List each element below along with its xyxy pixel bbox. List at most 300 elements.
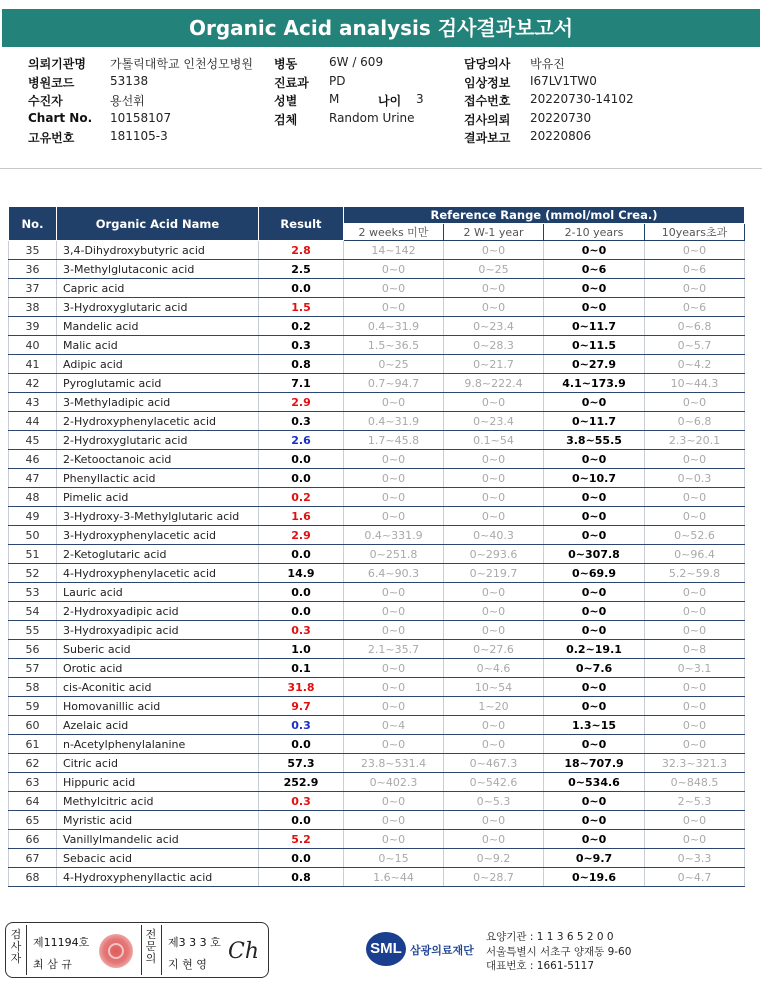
row-ref-2w-1y: 0~40.3 (444, 526, 544, 545)
row-result: 2.8 (259, 241, 344, 260)
row-ref-over-10y: 32.3~321.3 (645, 754, 745, 773)
row-acid-name: 3-Hydroxyadipic acid (57, 621, 259, 640)
row-ref-2-10y: 0.2~19.1 (544, 640, 645, 659)
hospital-code-value: 53138 (110, 73, 149, 88)
row-ref-over-10y: 0~3.3 (645, 849, 745, 868)
col-header-result: Result (259, 207, 344, 241)
table-row (9, 716, 745, 735)
row-ref-2w-1y: 0~25 (444, 260, 544, 279)
row-no: 64 (9, 792, 57, 811)
ref-col-over-10y: 10years초과 (645, 224, 745, 241)
row-no: 67 (9, 849, 57, 868)
ward-value: 6W / 609 (329, 55, 384, 69)
row-ref-over-10y: 0~5.7 (645, 336, 745, 355)
examiner-license: 제11194호 (33, 936, 90, 949)
row-ref-2w-1y: 0~467.3 (444, 754, 544, 773)
age-value: 3 (416, 92, 424, 106)
divider (0, 168, 762, 169)
row-ref-under-2w: 0~0 (344, 697, 444, 716)
row-result: 0.0 (259, 602, 344, 621)
col-header-no: No. (9, 207, 57, 241)
signature: Ch (228, 939, 260, 964)
row-result: 0.0 (259, 735, 344, 754)
unique-label: 고유번호 (28, 131, 75, 145)
row-ref-under-2w: 14~142 (344, 241, 444, 260)
row-ref-2w-1y: 0~0 (444, 507, 544, 526)
request-label: 검사의뢰 (464, 112, 511, 127)
col-header-reference: Reference Range (mmol/mol Crea.) (344, 207, 745, 224)
row-ref-over-10y: 0~96.4 (645, 545, 745, 564)
ref-col-2-10y: 2-10 years (544, 224, 645, 241)
row-ref-over-10y: 0~0 (645, 678, 745, 697)
row-acid-name: 2-Hydroxyglutaric acid (57, 431, 259, 450)
row-ref-under-2w: 0~0 (344, 298, 444, 317)
row-result: 31.8 (259, 678, 344, 697)
row-ref-2-10y: 0~0 (544, 393, 645, 412)
row-acid-name: Vanillylmandelic acid (57, 830, 259, 849)
row-ref-2-10y: 0~0 (544, 830, 645, 849)
row-ref-2-10y: 0~10.7 (544, 469, 645, 488)
row-ref-2-10y: 0~0 (544, 602, 645, 621)
table-row (9, 564, 745, 583)
row-ref-2w-1y: 0~0 (444, 830, 544, 849)
row-result: 0.0 (259, 450, 344, 469)
row-ref-2w-1y: 0~0 (444, 279, 544, 298)
row-ref-under-2w: 0~0 (344, 659, 444, 678)
row-acid-name: 3-Methylglutaconic acid (57, 260, 259, 279)
row-no: 56 (9, 640, 57, 659)
row-acid-name: Homovanillic acid (57, 697, 259, 716)
table-row (9, 355, 745, 374)
row-acid-name: 2-Ketoglutaric acid (57, 545, 259, 564)
row-ref-under-2w: 0~15 (344, 849, 444, 868)
table-row (9, 374, 745, 393)
row-ref-over-10y: 0~0 (645, 241, 745, 260)
row-ref-2w-1y: 0~542.6 (444, 773, 544, 792)
row-acid-name: 4-Hydroxyphenylacetic acid (57, 564, 259, 583)
specimen-label: 검체 (274, 112, 298, 127)
row-ref-2-10y: 1.3~15 (544, 716, 645, 735)
row-no: 57 (9, 659, 57, 678)
row-ref-2-10y: 0~11.7 (544, 317, 645, 336)
row-ref-2w-1y: 0~0 (444, 716, 544, 735)
row-ref-2w-1y: 0~0 (444, 298, 544, 317)
row-ref-2-10y: 0~6 (544, 260, 645, 279)
row-ref-under-2w: 2.1~35.7 (344, 640, 444, 659)
row-result: 0.0 (259, 811, 344, 830)
row-ref-under-2w: 0~251.8 (344, 545, 444, 564)
footer (0, 918, 762, 986)
row-ref-over-10y: 0~4.7 (645, 868, 745, 887)
report-value: 20220806 (530, 129, 592, 143)
row-ref-under-2w: 1.6~44 (344, 868, 444, 887)
row-acid-name: Mandelic acid (57, 317, 259, 336)
table-row (9, 583, 745, 602)
row-result: 0.2 (259, 488, 344, 507)
examiner-name: 최 삼 규 (33, 958, 72, 971)
row-ref-under-2w: 0~0 (344, 450, 444, 469)
row-ref-under-2w: 0~0 (344, 602, 444, 621)
row-acid-name: 3-Methyladipic acid (57, 393, 259, 412)
row-ref-2-10y: 0~0 (544, 526, 645, 545)
row-ref-2-10y: 0~0 (544, 735, 645, 754)
specialist-name: 지 현 영 (168, 958, 207, 971)
row-ref-under-2w: 0~0 (344, 488, 444, 507)
row-acid-name: 2-Hydroxyphenylacetic acid (57, 412, 259, 431)
row-ref-over-10y: 0~0 (645, 507, 745, 526)
row-ref-under-2w: 1.5~36.5 (344, 336, 444, 355)
doctor-label: 담당의사 (464, 57, 511, 71)
table-row (9, 545, 745, 564)
row-no: 68 (9, 868, 57, 887)
row-no: 45 (9, 431, 57, 450)
ward-label: 병동 (274, 57, 298, 71)
row-no: 65 (9, 811, 57, 830)
table-row (9, 450, 745, 469)
row-ref-2-10y: 3.8~55.5 (544, 431, 645, 450)
row-ref-2w-1y: 0~293.6 (444, 545, 544, 564)
row-ref-2w-1y: 0~0 (444, 811, 544, 830)
row-no: 59 (9, 697, 57, 716)
row-no: 66 (9, 830, 57, 849)
row-ref-2w-1y: 0~9.2 (444, 849, 544, 868)
row-no: 58 (9, 678, 57, 697)
row-ref-2w-1y: 0~0 (444, 735, 544, 754)
table-row (9, 431, 745, 450)
row-ref-over-10y: 0~3.1 (645, 659, 745, 678)
row-ref-under-2w: 0.4~31.9 (344, 412, 444, 431)
row-no: 52 (9, 564, 57, 583)
row-ref-under-2w: 0~0 (344, 260, 444, 279)
row-ref-2-10y: 0~11.5 (544, 336, 645, 355)
row-ref-under-2w: 1.7~45.8 (344, 431, 444, 450)
row-result: 57.3 (259, 754, 344, 773)
row-result: 0.8 (259, 868, 344, 887)
row-ref-2w-1y: 1~20 (444, 697, 544, 716)
row-result: 5.2 (259, 830, 344, 849)
request-value: 20220730 (530, 110, 592, 125)
row-ref-over-10y: 0~6.8 (645, 317, 745, 336)
table-row (9, 488, 745, 507)
table-row (9, 298, 745, 317)
results-table (8, 206, 745, 887)
row-ref-under-2w: 0.4~331.9 (344, 526, 444, 545)
dept-label: 진료과 (274, 75, 309, 90)
row-ref-2-10y: 0~69.9 (544, 564, 645, 583)
row-ref-2w-1y: 9.8~222.4 (444, 374, 544, 393)
chart-label: Chart No. (28, 110, 93, 125)
row-ref-2w-1y: 0~0 (444, 450, 544, 469)
sex-value: M (329, 92, 340, 106)
row-ref-under-2w: 0~0 (344, 811, 444, 830)
row-acid-name: Citric acid (57, 754, 259, 773)
institution-label: 의뢰기관명 (28, 57, 86, 71)
row-no: 40 (9, 336, 57, 355)
row-ref-2w-1y: 0~27.6 (444, 640, 544, 659)
row-ref-2w-1y: 0~0 (444, 393, 544, 412)
row-acid-name: 2-Hydroxyadipic acid (57, 602, 259, 621)
row-ref-2-10y: 0~9.7 (544, 849, 645, 868)
row-result: 2.9 (259, 526, 344, 545)
row-result: 0.3 (259, 621, 344, 640)
row-result: 0.8 (259, 355, 344, 374)
row-ref-2-10y: 0~534.6 (544, 773, 645, 792)
table-row (9, 773, 745, 792)
results-body (9, 241, 745, 887)
row-ref-over-10y: 0~6 (645, 298, 745, 317)
seal-stamp-icon (99, 934, 133, 968)
row-ref-under-2w: 0~0 (344, 621, 444, 640)
row-result: 0.3 (259, 716, 344, 735)
row-ref-over-10y: 0~0.3 (645, 469, 745, 488)
row-result: 0.3 (259, 336, 344, 355)
table-row (9, 697, 745, 716)
row-result: 7.1 (259, 374, 344, 393)
row-acid-name: Capric acid (57, 279, 259, 298)
row-ref-under-2w: 0~0 (344, 678, 444, 697)
row-ref-over-10y: 0~0 (645, 811, 745, 830)
doctor-value: 박유진 (530, 57, 565, 71)
row-acid-name: Pimelic acid (57, 488, 259, 507)
row-result: 2.5 (259, 260, 344, 279)
row-ref-2-10y: 0~19.6 (544, 868, 645, 887)
row-ref-over-10y: 2.3~20.1 (645, 431, 745, 450)
row-no: 53 (9, 583, 57, 602)
row-result: 2.6 (259, 431, 344, 450)
row-result: 0.0 (259, 279, 344, 298)
row-ref-over-10y: 0~8 (645, 640, 745, 659)
table-row (9, 469, 745, 488)
dept-value: PD (329, 73, 346, 88)
row-acid-name: Malic acid (57, 336, 259, 355)
row-ref-under-2w: 0~0 (344, 583, 444, 602)
table-row (9, 792, 745, 811)
row-ref-2w-1y: 0~28.3 (444, 336, 544, 355)
row-ref-over-10y: 0~0 (645, 393, 745, 412)
row-ref-under-2w: 23.8~531.4 (344, 754, 444, 773)
row-result: 0.3 (259, 792, 344, 811)
row-ref-over-10y: 0~6 (645, 260, 745, 279)
patient-info (28, 55, 748, 148)
lab-address: 서울특별시 서초구 양재동 9-60 (486, 945, 632, 958)
row-no: 62 (9, 754, 57, 773)
row-ref-2-10y: 0~0 (544, 279, 645, 298)
row-result: 9.7 (259, 697, 344, 716)
row-ref-2-10y: 0~7.6 (544, 659, 645, 678)
hospital-code-label: 병원코드 (28, 75, 75, 90)
row-ref-2w-1y: 0~0 (444, 602, 544, 621)
row-result: 1.6 (259, 507, 344, 526)
row-ref-over-10y: 0~4.2 (645, 355, 745, 374)
row-ref-over-10y: 0~0 (645, 279, 745, 298)
specimen-value: Random Urine (329, 110, 415, 125)
row-acid-name: Methylcitric acid (57, 792, 259, 811)
row-no: 39 (9, 317, 57, 336)
sex-label: 성별 (274, 94, 298, 108)
table-row (9, 336, 745, 355)
row-ref-2w-1y: 0~0 (444, 621, 544, 640)
row-no: 38 (9, 298, 57, 317)
row-ref-over-10y: 0~0 (645, 716, 745, 735)
row-ref-2w-1y: 0~219.7 (444, 564, 544, 583)
row-ref-under-2w: 6.4~90.3 (344, 564, 444, 583)
row-no: 35 (9, 241, 57, 260)
row-ref-2-10y: 4.1~173.9 (544, 374, 645, 393)
patient-label: 수진자 (28, 94, 63, 108)
receipt-label: 접수번호 (464, 94, 511, 108)
institution-value: 가톨릭대학교 인천성모병원 (110, 57, 253, 71)
row-ref-2-10y: 18~707.9 (544, 754, 645, 773)
row-ref-under-2w: 0.4~31.9 (344, 317, 444, 336)
signature-box (5, 922, 269, 978)
row-ref-under-2w: 0~25 (344, 355, 444, 374)
ref-col-under-2w: 2 weeks 미만 (344, 224, 444, 241)
row-result: 1.5 (259, 298, 344, 317)
row-ref-2w-1y: 0~0 (444, 583, 544, 602)
table-row (9, 507, 745, 526)
row-ref-over-10y: 0~0 (645, 697, 745, 716)
report-label: 결과보고 (464, 131, 511, 145)
row-acid-name: 2-Ketooctanoic acid (57, 450, 259, 469)
row-ref-2w-1y: 0~28.7 (444, 868, 544, 887)
row-acid-name: 3-Hydroxyglutaric acid (57, 298, 259, 317)
row-ref-2-10y: 0~0 (544, 298, 645, 317)
table-row (9, 830, 745, 849)
row-ref-over-10y: 2~5.3 (645, 792, 745, 811)
row-result: 14.9 (259, 564, 344, 583)
specialist-license: 제3 3 3 호 (168, 936, 221, 949)
row-ref-2w-1y: 10~54 (444, 678, 544, 697)
table-row (9, 868, 745, 887)
row-ref-under-2w: 0~0 (344, 830, 444, 849)
row-ref-2w-1y: 0.1~54 (444, 431, 544, 450)
row-no: 63 (9, 773, 57, 792)
row-result: 0.0 (259, 469, 344, 488)
receipt-value: 20220730-14102 (530, 92, 634, 106)
row-ref-over-10y: 0~0 (645, 830, 745, 849)
table-row (9, 735, 745, 754)
sml-logo-name: 삼광의료재단 (410, 944, 474, 957)
row-acid-name: 3-Hydroxyphenylacetic acid (57, 526, 259, 545)
row-ref-under-2w: 0.7~94.7 (344, 374, 444, 393)
row-result: 0.2 (259, 317, 344, 336)
table-row (9, 393, 745, 412)
row-result: 252.9 (259, 773, 344, 792)
row-acid-name: cis-Aconitic acid (57, 678, 259, 697)
row-ref-2-10y: 0~307.8 (544, 545, 645, 564)
row-acid-name: 3-Hydroxy-3-Methylglutaric acid (57, 507, 259, 526)
row-ref-over-10y: 0~6.8 (645, 412, 745, 431)
row-ref-under-2w: 0~0 (344, 279, 444, 298)
row-no: 46 (9, 450, 57, 469)
row-no: 37 (9, 279, 57, 298)
row-no: 54 (9, 602, 57, 621)
row-ref-2-10y: 0~0 (544, 697, 645, 716)
sml-logo-icon: SML (366, 932, 406, 966)
row-result: 2.9 (259, 393, 344, 412)
row-no: 44 (9, 412, 57, 431)
row-ref-2w-1y: 0~0 (444, 488, 544, 507)
row-acid-name: 4-Hydroxyphenyllactic acid (57, 868, 259, 887)
table-row (9, 849, 745, 868)
specialist-label: 전문의 (145, 928, 157, 965)
row-no: 42 (9, 374, 57, 393)
row-ref-2-10y: 0~0 (544, 621, 645, 640)
row-no: 41 (9, 355, 57, 374)
row-ref-2-10y: 0~27.9 (544, 355, 645, 374)
row-acid-name: Adipic acid (57, 355, 259, 374)
table-row (9, 279, 745, 298)
row-ref-2w-1y: 0~21.7 (444, 355, 544, 374)
clinical-label: 임상정보 (464, 75, 511, 90)
row-ref-2-10y: 0~0 (544, 241, 645, 260)
row-no: 36 (9, 260, 57, 279)
row-no: 55 (9, 621, 57, 640)
patient-value: 용선휘 (110, 94, 145, 108)
clinical-value: I67LV1TW0 (530, 73, 597, 88)
row-ref-2-10y: 0~0 (544, 811, 645, 830)
row-ref-over-10y: 0~0 (645, 488, 745, 507)
row-acid-name: Suberic acid (57, 640, 259, 659)
row-ref-over-10y: 0~848.5 (645, 773, 745, 792)
row-ref-under-2w: 0~402.3 (344, 773, 444, 792)
row-ref-over-10y: 0~0 (645, 602, 745, 621)
row-result: 0.0 (259, 849, 344, 868)
lab-info (486, 930, 631, 974)
row-ref-over-10y: 10~44.3 (645, 374, 745, 393)
row-ref-over-10y: 0~0 (645, 735, 745, 754)
row-ref-over-10y: 0~0 (645, 583, 745, 602)
lab-phone: 대표번호 : 1661-5117 (486, 960, 595, 972)
row-ref-2-10y: 0~0 (544, 678, 645, 697)
examiner-label: 검사자 (10, 928, 22, 965)
row-ref-2-10y: 0~0 (544, 583, 645, 602)
row-no: 60 (9, 716, 57, 735)
row-ref-under-2w: 0~0 (344, 469, 444, 488)
row-acid-name: 3,4-Dihydroxybutyric acid (57, 241, 259, 260)
table-row (9, 602, 745, 621)
row-no: 43 (9, 393, 57, 412)
row-acid-name: Pyroglutamic acid (57, 374, 259, 393)
row-ref-2w-1y: 0~0 (444, 469, 544, 488)
row-acid-name: n-Acetylphenylalanine (57, 735, 259, 754)
col-header-name: Organic Acid Name (57, 207, 259, 241)
row-no: 47 (9, 469, 57, 488)
chart-value: 10158107 (110, 110, 172, 125)
table-row (9, 317, 745, 336)
table-row (9, 412, 745, 431)
table-row (9, 526, 745, 545)
table-row (9, 640, 745, 659)
row-ref-2-10y: 0~0 (544, 488, 645, 507)
row-acid-name: Phenyllactic acid (57, 469, 259, 488)
row-no: 51 (9, 545, 57, 564)
table-row (9, 659, 745, 678)
table-row (9, 678, 745, 697)
row-no: 61 (9, 735, 57, 754)
row-no: 49 (9, 507, 57, 526)
row-ref-over-10y: 0~52.6 (645, 526, 745, 545)
row-no: 50 (9, 526, 57, 545)
row-result: 0.0 (259, 545, 344, 564)
row-ref-2-10y: 0~11.7 (544, 412, 645, 431)
row-result: 0.3 (259, 412, 344, 431)
row-ref-2w-1y: 0~23.4 (444, 412, 544, 431)
row-result: 1.0 (259, 640, 344, 659)
table-row (9, 241, 745, 260)
row-ref-over-10y: 0~0 (645, 621, 745, 640)
row-ref-over-10y: 0~0 (645, 450, 745, 469)
